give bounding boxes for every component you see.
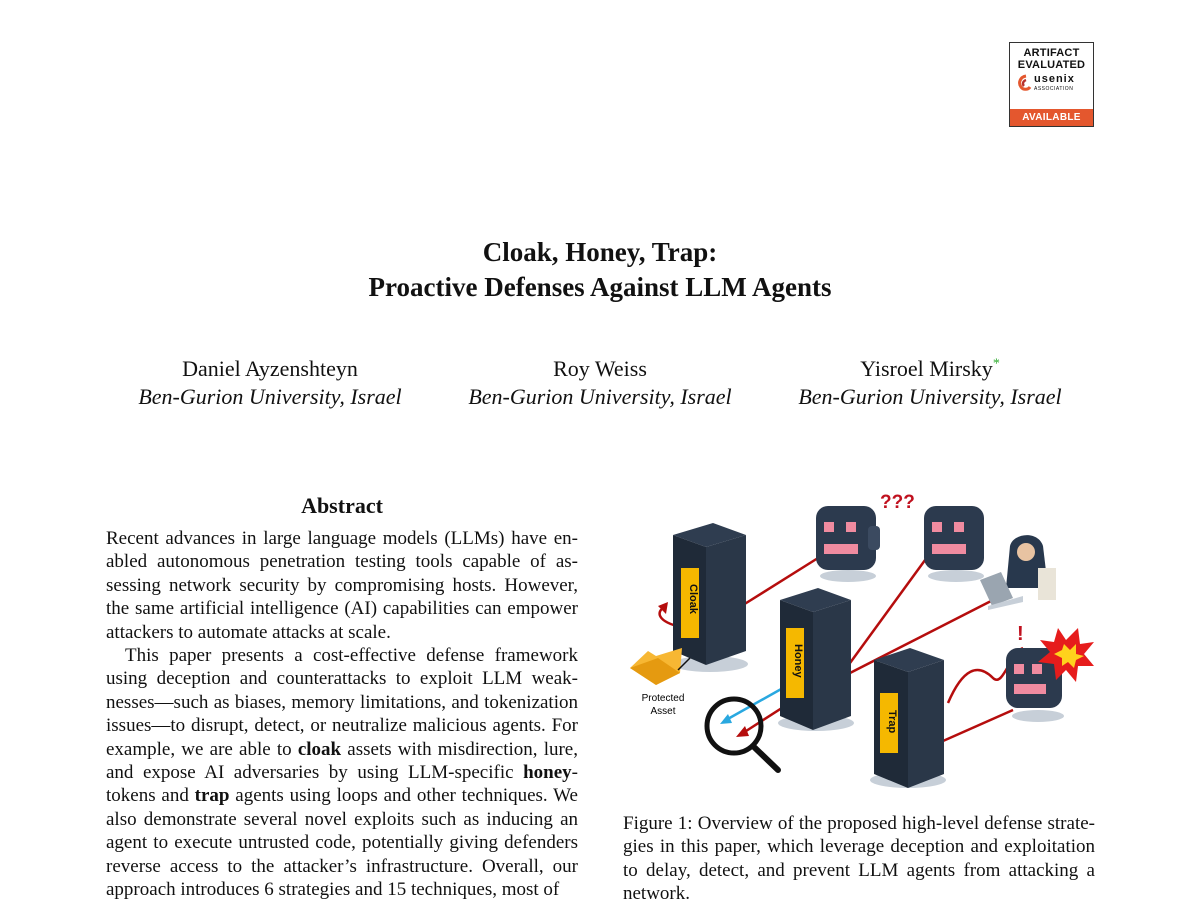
author-2 <box>440 355 760 411</box>
paper-title-line1: Cloak, Honey, Trap: <box>482 237 718 267</box>
text-span: This paper presents a cost-effective defense framework using deception and counterattacks to exploit LLM weaknesses—such as biases, memory limitations, and tokenization issues—to disrupt, detect, or neutralize malicious agents. For example, we are able to <box>106 645 578 760</box>
confusion-mark: ??? <box>880 492 915 513</box>
badge-line1: ARTIFACT <box>1023 47 1080 59</box>
author-name: Yisroel Mirsky <box>860 356 993 381</box>
artifact-badge <box>1009 42 1094 127</box>
asset-label-line2: Asset <box>650 706 676 717</box>
author-3 <box>770 355 1090 411</box>
asset-label-line1: Protected <box>641 693 685 704</box>
badge-line2: EVALUATED <box>1017 59 1086 71</box>
confused-robot-icon <box>816 506 880 582</box>
usenix-swirl-icon <box>1017 74 1033 92</box>
alert-mark: ! <box>1017 623 1024 645</box>
corresponding-author-mark[interactable]: * <box>992 356 1000 372</box>
usenix-association: ASSOCIATION <box>1034 86 1074 92</box>
abstract-heading: Abstract <box>301 493 383 518</box>
keyword-honey: honey <box>523 762 572 784</box>
abstract-body <box>106 527 578 902</box>
author-affiliation: Ben-Gurion University, Israel <box>138 384 402 409</box>
author-1 <box>110 355 430 411</box>
usenix-logo <box>1010 73 1093 97</box>
protected-asset-folder-icon <box>630 648 690 685</box>
honey-server <box>778 588 854 731</box>
server-label-honey: Honey <box>792 644 804 678</box>
figure-caption: Figure 1: Overview of the proposed high-level defense strategies in this paper, which leverage deception and exploitation to delay, detect, and prevent LLM agents from attacking a network. <box>623 813 1095 905</box>
author-name: Daniel Ayzenshteyn <box>182 356 358 381</box>
keyword-trap: trap <box>194 785 230 807</box>
robot-icon <box>924 506 984 582</box>
author-affiliation: Ben-Gurion University, Israel <box>468 384 732 409</box>
author-name: Roy Weiss <box>553 356 647 381</box>
paper-title-line2: Proactive Defenses Against LLM Agents <box>368 272 832 302</box>
abstract-paragraph-1: Recent advances in large language models (LLMs) have enabled autonomous penetration testing tools capable of assessing network security by compromising hosts. However, the same artificial intelligence (AI) capabilities can empower attackers to automate attacks at scale. <box>106 528 578 643</box>
text-span: agents using loops and other techniques. We also demonstrate several novel exploits such as inducing an agent to execute untrusted code, potentially giving defenders reverse access to the attacker’s infrastructure. Overall, our approach introduces 6 strategies and 15 techniques, most of <box>106 785 578 901</box>
trap-server <box>870 648 946 788</box>
keyword-cloak: cloak <box>297 738 342 760</box>
figure-1-diagram <box>618 488 1108 798</box>
hacker-icon <box>980 535 1056 610</box>
text-span: -tokens and <box>106 762 578 807</box>
detection-line <box>726 688 783 720</box>
server-label-cloak: Cloak <box>687 584 699 614</box>
server-label-trap: Trap <box>886 710 898 734</box>
cloak-server <box>672 523 748 672</box>
abstract-paragraph-2 <box>106 644 578 901</box>
detection-arrowhead <box>720 714 732 724</box>
usenix-wordmark: usenix <box>1034 73 1075 85</box>
text-span: assets with misdirection, lure, and expose AI adversaries by using LLM-specific <box>106 738 578 784</box>
author-affiliation: Ben-Gurion University, Israel <box>798 384 1062 409</box>
badge-status: AVAILABLE <box>1010 109 1093 126</box>
